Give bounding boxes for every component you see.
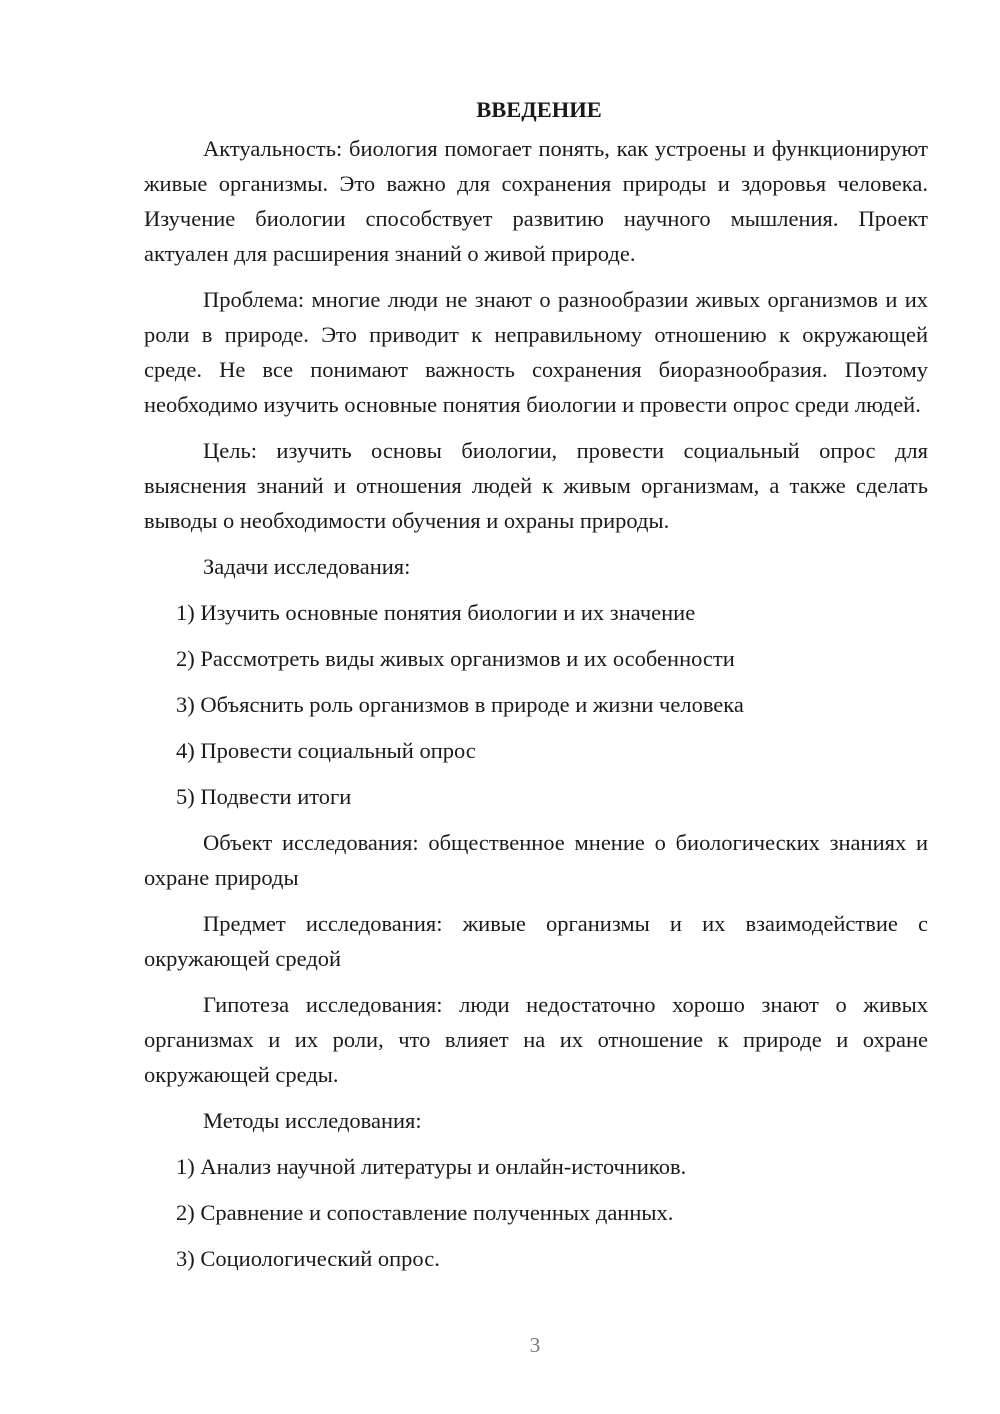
hypothesis-paragraph: Гипотеза исследования: люди недостаточно хорошо знают о живых организмах и их роли, что влияет на их отношение к природе и охране окружающей среды. [144,992,928,1087]
methods-heading: Методы исследования: [203,1108,422,1133]
relevance-paragraph: Актуальность: биология помогает понять, как устроены и функционируют живые организмы. Это важно для сохранения природы и здоровья человека. Изучение биологии способствует развитию научного мышления. Проект актуален для расширения знаний о живой природе. [144,136,928,266]
tasks-list [144,595,928,814]
goal-paragraph: Цель: изучить основы биологии, провести социальный опрос для выяснения знаний и отношения людей к живым организмам, а также сделать выводы о необходимости обучения и охраны природы. [144,438,928,533]
section-title: ВВЕДЕНИЕ [476,97,602,122]
subject-paragraph: Предмет исследования: живые организмы и их взаимодействие с окружающей средой [144,911,928,971]
object-paragraph: Объект исследования: общественное мнение о биологических знаниях и охране природы [144,830,928,890]
methods-list [144,1149,928,1276]
task-item: 5) Подвести итоги [176,784,352,809]
problem-paragraph: Проблема: многие люди не знают о разнообразии живых организмов и их роли в природе. Это приводит к неправильному отношению к окружающей среде. Не все понимают важность сохранения биоразнообразия. Поэтому необходимо изучить основные понятия биологии и провести опрос среди людей. [144,287,928,417]
task-item: 4) Провести социальный опрос [176,738,476,763]
page-number: 3 [529,1333,541,1357]
task-item: 1) Изучить основные понятия биологии и их значение [176,600,696,625]
task-item: 2) Рассмотреть виды живых организмов и их особенности [176,646,735,671]
method-item: 1) Анализ научной литературы и онлайн-источников. [176,1154,687,1179]
tasks-heading: Задачи исследования: [203,554,411,579]
task-item: 3) Объяснить роль организмов в природе и жизни человека [176,692,744,717]
method-item: 2) Сравнение и сопоставление полученных данных. [176,1200,674,1225]
method-item: 3) Социологический опрос. [176,1246,440,1271]
document-page [144,92,928,1287]
